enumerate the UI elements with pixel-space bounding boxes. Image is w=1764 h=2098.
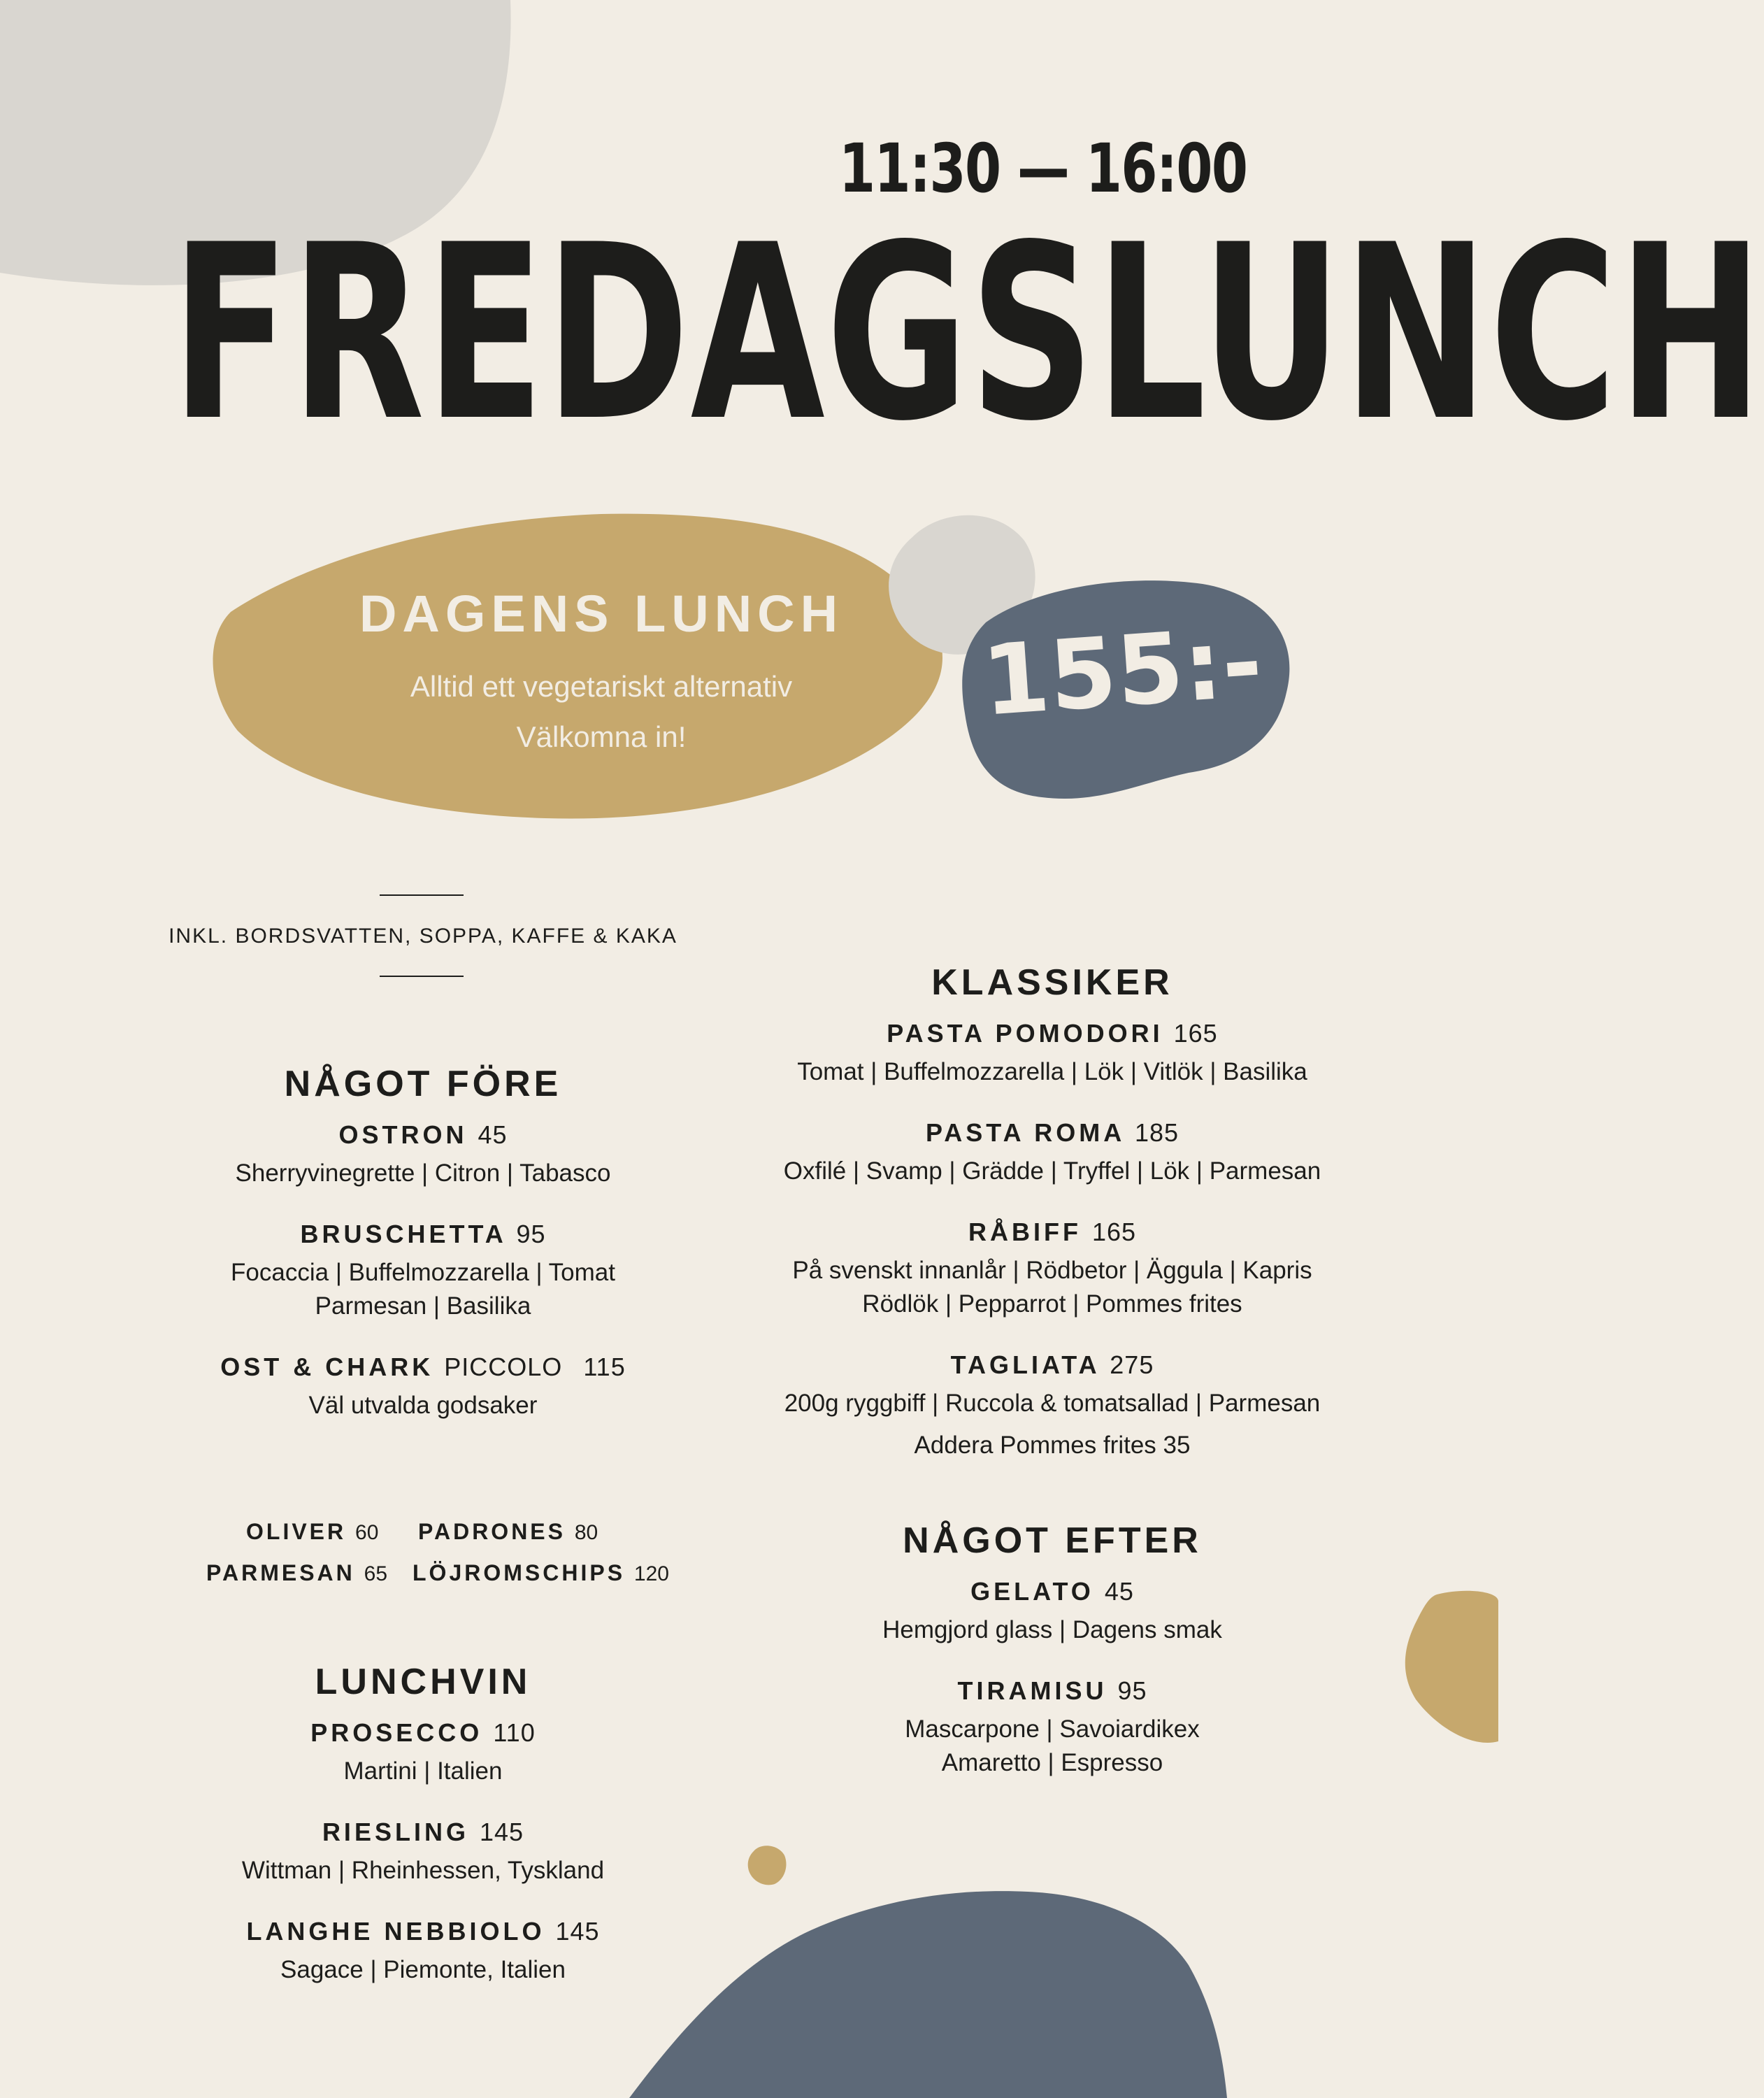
divider-bottom: [380, 976, 464, 977]
item-price: 145: [479, 1818, 524, 1846]
item-description: 200g ryggbiff | Ruccola & tomatsallad | Parmesan: [784, 1390, 1321, 1417]
snack-item: [206, 1560, 387, 1586]
item-price: 95: [1117, 1676, 1147, 1705]
item-description: Hemgjord glass | Dagens smak: [882, 1616, 1222, 1643]
section-klassiker: [734, 962, 1370, 1462]
menu-item-name: [105, 1917, 741, 1946]
section-heading: KLASSIKER: [931, 962, 1173, 1003]
item-description: Sherryvinegrette | Citron | Tabasco: [235, 1159, 611, 1187]
snack-name: LÖJROMSCHIPS: [413, 1560, 626, 1585]
item-description: Martini | Italien: [343, 1757, 503, 1785]
menu-item-name: [105, 1818, 741, 1847]
menu-item-name: [734, 1350, 1370, 1380]
snack-item: [246, 1519, 378, 1545]
item-price: 95: [516, 1220, 546, 1248]
menu-item-name: [734, 1019, 1370, 1048]
ochre-right-blob: [1402, 1587, 1498, 1748]
snack-price: 60: [355, 1521, 379, 1544]
item-description: Amaretto | Espresso: [941, 1749, 1163, 1776]
item-price: 185: [1134, 1118, 1179, 1147]
item-name: RIESLING: [322, 1818, 469, 1846]
item-description: Sagace | Piemonte, Italien: [280, 1956, 566, 1983]
menu-item-name: [105, 1120, 741, 1150]
section-heading: NÅGOT FÖRE: [284, 1064, 562, 1104]
menu-item-name: [734, 1676, 1370, 1706]
item-name: PASTA ROMA: [925, 1118, 1124, 1147]
item-description: Väl utvalda godsaker: [308, 1392, 538, 1419]
item-description: Mascarpone | Savoiardikex: [905, 1715, 1200, 1743]
page-title: FREDAGSLUNCH: [171, 194, 1764, 474]
addon-note: Addera Pommes frites 35: [914, 1432, 1191, 1459]
section-nagot-efter: [734, 1520, 1370, 1780]
item-price: 45: [1104, 1577, 1134, 1606]
opening-hours: 11:30 — 16:00: [839, 129, 1247, 208]
snack-price: 65: [364, 1562, 388, 1585]
item-name: TAGLIATA: [950, 1350, 1100, 1379]
menu-item-name: [734, 1577, 1370, 1606]
menu-item-name: [105, 1353, 741, 1382]
item-price: 145: [555, 1917, 600, 1946]
item-name: GELATO: [970, 1577, 1094, 1606]
menu-item-name: [734, 1118, 1370, 1148]
item-name: TIRAMISU: [957, 1676, 1107, 1705]
item-name: LANGHE NEBBIOLO: [246, 1917, 545, 1946]
item-price: 165: [1091, 1218, 1137, 1246]
snack-price: 120: [633, 1562, 669, 1585]
menu-item-name: [734, 1218, 1370, 1247]
section-nagot-fore: [105, 1063, 741, 1422]
item-name: PASTA POMODORI: [887, 1019, 1163, 1048]
included-note: INKL. BORDSVATTEN, SOPPA, KAFFE & KAKA: [168, 925, 677, 948]
snack-name: PADRONES: [418, 1519, 566, 1544]
item-name: PROSECCO: [310, 1718, 483, 1747]
item-price: 275: [1110, 1350, 1154, 1379]
snack-item: [418, 1519, 598, 1545]
menu-item-name: [105, 1220, 741, 1249]
item-description: Parmesan | Basilika: [315, 1292, 531, 1320]
item-description: Oxfilé | Svamp | Grädde | Tryffel | Lök | Parmesan: [783, 1157, 1321, 1185]
item-name: RÅBIFF: [968, 1218, 1082, 1246]
section-lunchvin: [105, 1661, 741, 1987]
item-description: På svenskt innanlår | Rödbetor | Äggula | Kapris: [792, 1257, 1312, 1284]
section-heading: NÅGOT EFTER: [903, 1520, 1202, 1561]
item-name: OSTRON: [338, 1120, 468, 1149]
item-price: 115: [583, 1353, 626, 1381]
dagens-lunch-line1: Alltid ett vegetariskt alternativ: [410, 670, 793, 703]
item-name: OST & CHARK: [220, 1353, 434, 1381]
dagens-lunch-title: DAGENS LUNCH: [359, 585, 844, 643]
snack-price: 80: [574, 1521, 598, 1544]
snack-name: OLIVER: [246, 1519, 347, 1544]
item-description: Tomat | Buffelmozzarella | Lök | Vitlök | Basilika: [797, 1058, 1307, 1085]
ochre-dot-blob: [747, 1843, 787, 1886]
item-description: Wittman | Rheinhessen, Tyskland: [241, 1857, 605, 1884]
menu-item-name: [105, 1718, 741, 1748]
item-price: 45: [478, 1120, 508, 1149]
snack-name: PARMESAN: [206, 1560, 355, 1585]
divider-top: [380, 894, 464, 896]
snack-item: [413, 1560, 669, 1586]
item-description: Focaccia | Buffelmozzarella | Tomat: [231, 1259, 615, 1286]
item-description: Rödlök | Pepparrot | Pommes frites: [862, 1290, 1242, 1318]
item-name-extra: PICCOLO: [444, 1353, 563, 1381]
dagens-lunch-price: 155:-: [978, 606, 1266, 738]
item-price: 110: [493, 1718, 536, 1747]
item-name: BRUSCHETTA: [300, 1220, 506, 1248]
item-price: 165: [1173, 1019, 1218, 1048]
dagens-lunch-line2: Välkomna in!: [516, 720, 687, 753]
section-heading: LUNCHVIN: [315, 1662, 531, 1702]
